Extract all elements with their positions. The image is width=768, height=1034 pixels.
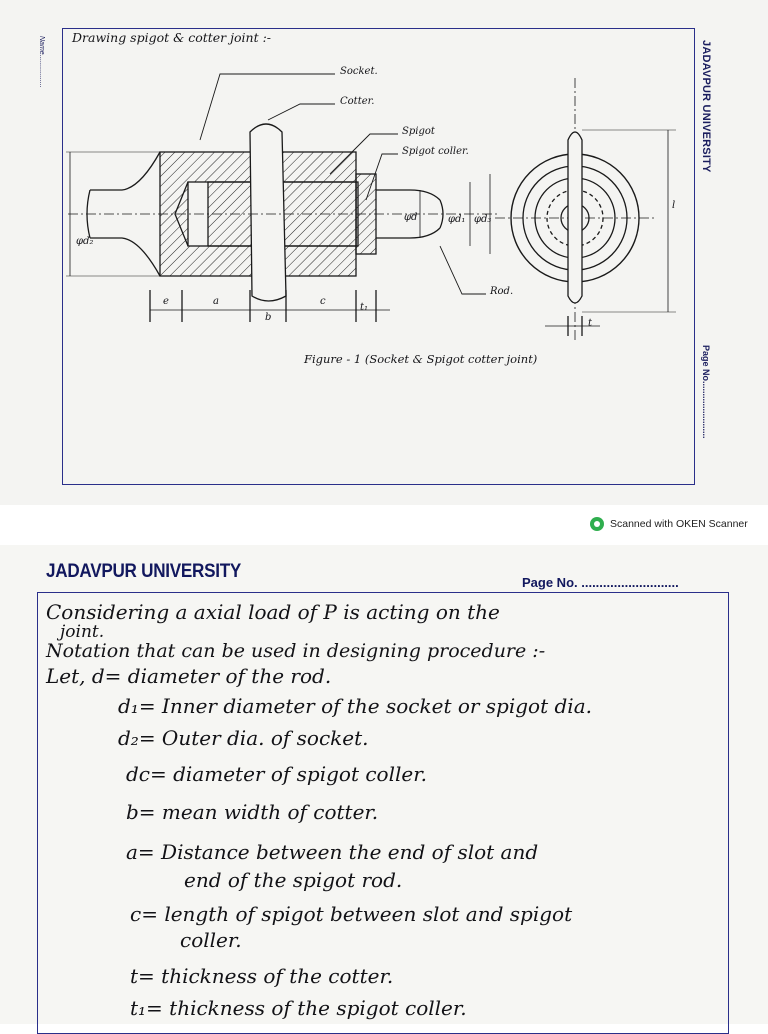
- scanner-badge: [590, 517, 748, 531]
- name-field: Name.................: [38, 36, 45, 88]
- note-line: b= mean width of cotter.: [126, 800, 379, 824]
- scanner-badge-text: Scanned with OKEN Scanner: [610, 518, 748, 530]
- t-dimension: t: [588, 318, 593, 329]
- spigot-label: Spigot: [402, 126, 435, 137]
- scanner-logo-icon: [590, 517, 604, 531]
- figure-caption: Figure - 1 (Socket & Spigot cotter joint): [304, 352, 538, 366]
- c-dimension: c: [320, 296, 326, 307]
- note-line: coller.: [180, 928, 242, 952]
- cotter-joint-drawing: [0, 0, 768, 505]
- note-line: Let, d= diameter of the rod.: [46, 664, 332, 688]
- note-line: t₁= thickness of the spigot coller.: [130, 996, 467, 1020]
- drawing-sheet: [0, 0, 768, 505]
- university-header: JADAVPUR UNIVERSITY: [46, 561, 242, 582]
- a-dimension: a: [213, 296, 219, 307]
- note-line: t= thickness of the cotter.: [130, 964, 394, 988]
- note-line: d₁= Inner diameter of the socket or spigot dia.: [118, 694, 592, 718]
- e-dimension: e: [163, 296, 169, 307]
- note-line: end of the spigot rod.: [184, 868, 403, 892]
- d1-dimension: φd₁: [448, 214, 466, 225]
- t1-dimension: t₁: [360, 302, 369, 313]
- l-dimension: l: [672, 200, 676, 211]
- note-line: Considering a axial load of P is acting on the: [46, 600, 500, 624]
- rod-label: Rod.: [490, 286, 514, 297]
- d3-dimension: φd₃: [474, 214, 492, 225]
- note-line: Notation that can be used in designing procedure :-: [46, 640, 546, 662]
- socket-label: Socket.: [340, 66, 378, 77]
- note-line: d₂= Outer dia. of socket.: [118, 726, 369, 750]
- spigot-collar-label: Spigot coller.: [402, 146, 469, 157]
- note-line: joint.: [60, 622, 105, 642]
- note-line: c= length of spigot between slot and spigot: [130, 902, 573, 926]
- cotter-label: Cotter.: [340, 96, 375, 107]
- d2-dimension: φd₂: [76, 236, 94, 247]
- side-page-no-label: Page No.......................: [701, 345, 711, 439]
- d-dimension: φd: [404, 212, 418, 223]
- note-line: a= Distance between the end of slot and: [126, 840, 539, 864]
- side-university-label: JADAVPUR UNIVERSITY: [700, 40, 712, 173]
- b-dimension: b: [265, 312, 272, 323]
- drawing-heading: Drawing spigot & cotter joint :-: [72, 30, 272, 45]
- note-line: dc= diameter of spigot coller.: [126, 762, 427, 786]
- page-no-field: Page No. ...........................: [522, 575, 679, 590]
